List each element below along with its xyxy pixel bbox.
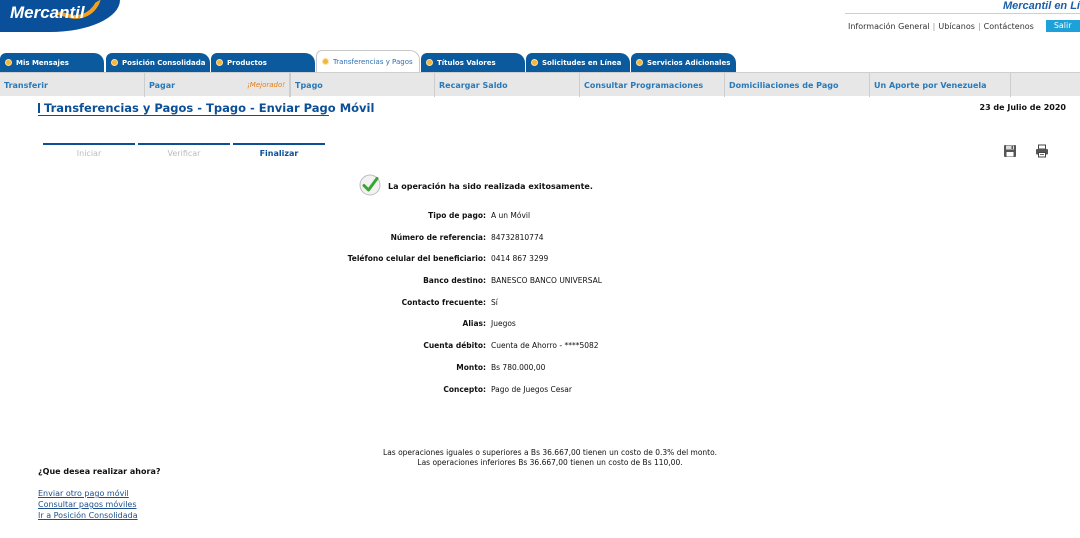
- subnav-label: Domiciliaciones de Pago: [729, 80, 839, 90]
- tab-titulos-valores[interactable]: [421, 53, 525, 72]
- tab-productos[interactable]: [211, 53, 315, 72]
- subnav-aporte-venezuela[interactable]: [870, 73, 1011, 97]
- detail-label: Número de referencia:: [390, 232, 486, 242]
- tab-label: Mis Mensajes: [16, 58, 69, 67]
- fee-notes: [300, 448, 800, 468]
- tab-bullet-icon: [111, 59, 118, 66]
- link-enviar-otro-pago[interactable]: Enviar otro pago móvil: [38, 489, 129, 498]
- subnav-label: Transferir: [4, 80, 48, 90]
- detail-row-banco: [300, 276, 700, 298]
- detail-row-contacto: [300, 298, 700, 320]
- detail-label: Cuenta débito:: [423, 341, 486, 351]
- detail-value: 0414 867 3299: [491, 254, 549, 264]
- tab-bullet-icon: [636, 59, 643, 66]
- fee-note: Las operaciones iguales o superiores a Bs 36.667,00 tienen un costo de 0.3% del monto.: [383, 448, 717, 457]
- detail-row-alias: [300, 319, 700, 341]
- detail-value: 84732810774: [491, 232, 544, 242]
- detail-row-referencia: [300, 233, 700, 255]
- tab-bullet-icon: [531, 59, 538, 66]
- title-marker: [38, 103, 40, 113]
- detail-label: Monto:: [456, 362, 486, 372]
- brand-right-text: Mercantil en Lí: [1002, 0, 1080, 12]
- tab-posicion-consolidada[interactable]: [106, 53, 210, 72]
- detail-value: Juegos: [491, 319, 516, 329]
- link-ubicanos[interactable]: Ubícanos: [938, 21, 975, 31]
- detail-label: Tipo de pago:: [428, 211, 486, 220]
- step-verificar: Verificar: [138, 143, 230, 158]
- page-title: Transferencias y Pagos - Tpago - Enviar Pago Móvil: [44, 101, 375, 115]
- subnav-label: Recargar Saldo: [439, 80, 508, 90]
- link-posicion-consolidada[interactable]: Ir a Posición Consolidada: [38, 511, 138, 520]
- next-actions-links: [38, 488, 138, 521]
- header-divider: [845, 13, 1080, 14]
- link-separator: |: [977, 21, 981, 31]
- detail-value: Bs 780.000,00: [491, 362, 546, 372]
- tab-servicios-adicionales[interactable]: [631, 53, 736, 72]
- logo-text: Mercantil: [10, 3, 85, 22]
- page-date: 23 de Julio de 2020: [979, 103, 1066, 112]
- tab-bullet-icon: [322, 58, 329, 65]
- subnav-label: Tpago: [295, 80, 323, 90]
- tab-bullet-icon: [5, 59, 12, 66]
- detail-label: Alias:: [462, 319, 486, 329]
- link-informacion-general[interactable]: Información General: [848, 21, 930, 31]
- tab-label: Solicitudes en Línea: [542, 58, 622, 67]
- tab-solicitudes-en-linea[interactable]: [526, 53, 630, 72]
- save-icon[interactable]: [1003, 144, 1017, 158]
- tab-mis-mensajes[interactable]: [0, 53, 104, 72]
- subnav-recargar-saldo[interactable]: [435, 73, 580, 97]
- detail-value: A un Móvil: [491, 211, 531, 220]
- subnav-tpago[interactable]: [290, 73, 435, 97]
- subnav-label: Consultar Programaciones: [584, 80, 704, 90]
- tab-label: Transferencias y Pagos: [333, 57, 413, 66]
- detail-row-concepto: [300, 385, 700, 407]
- tab-transferencias-y-pagos[interactable]: [316, 50, 420, 72]
- sub-navigation: [0, 72, 1080, 96]
- detail-label: Teléfono celular del beneficiario:: [347, 254, 486, 264]
- detail-value: BANESCO BANCO UNIVERSAL: [491, 276, 602, 286]
- print-icon[interactable]: [1035, 144, 1049, 158]
- title-underline: [38, 115, 329, 116]
- detail-value: Sí: [491, 297, 498, 307]
- detail-label: Contacto frecuente:: [401, 297, 486, 307]
- fee-note: Las operaciones inferiores Bs 36.667,00 tienen un costo de Bs 110,00.: [417, 458, 683, 467]
- operation-details: [300, 211, 700, 406]
- link-contactenos[interactable]: Contáctenos: [983, 21, 1034, 31]
- detail-label: Banco destino:: [423, 276, 486, 286]
- tab-bullet-icon: [216, 59, 223, 66]
- logout-button[interactable]: Salir: [1046, 20, 1080, 32]
- detail-row-monto: [300, 363, 700, 385]
- subnav-consultar-programaciones[interactable]: [580, 73, 725, 97]
- improved-badge: ¡Mejorado!: [247, 81, 286, 89]
- next-actions-question: ¿Que desea realizar ahora?: [38, 467, 161, 476]
- top-links: [846, 20, 1080, 32]
- detail-row-tipo-pago: [300, 211, 700, 233]
- detail-label: Concepto:: [443, 384, 486, 394]
- subnav-domiciliaciones[interactable]: [725, 73, 870, 97]
- detail-value: Pago de Juegos Cesar: [491, 384, 572, 394]
- subnav-label: Un Aporte por Venezuela: [874, 80, 987, 90]
- subnav-label: Pagar: [149, 80, 176, 90]
- detail-row-telefono: [300, 254, 700, 276]
- step-iniciar: Iniciar: [43, 143, 135, 158]
- step-finalizar: Finalizar: [233, 143, 325, 158]
- tab-label: Productos: [227, 58, 267, 67]
- check-icon: [359, 174, 381, 196]
- tab-label: Posición Consolidada: [122, 58, 206, 67]
- tab-label: Servicios Adicionales: [647, 58, 731, 67]
- link-separator: |: [932, 21, 936, 31]
- tab-bullet-icon: [426, 59, 433, 66]
- mercantil-logo[interactable]: [0, 0, 120, 32]
- tab-label: Títulos Valores: [437, 58, 496, 67]
- detail-row-cuenta: [300, 341, 700, 363]
- detail-value: Cuenta de Ahorro - ****5082: [491, 341, 599, 351]
- link-consultar-pagos[interactable]: Consultar pagos móviles: [38, 500, 137, 509]
- success-message: La operación ha sido realizada exitosamente.: [388, 182, 593, 191]
- subnav-transferir[interactable]: [0, 73, 145, 97]
